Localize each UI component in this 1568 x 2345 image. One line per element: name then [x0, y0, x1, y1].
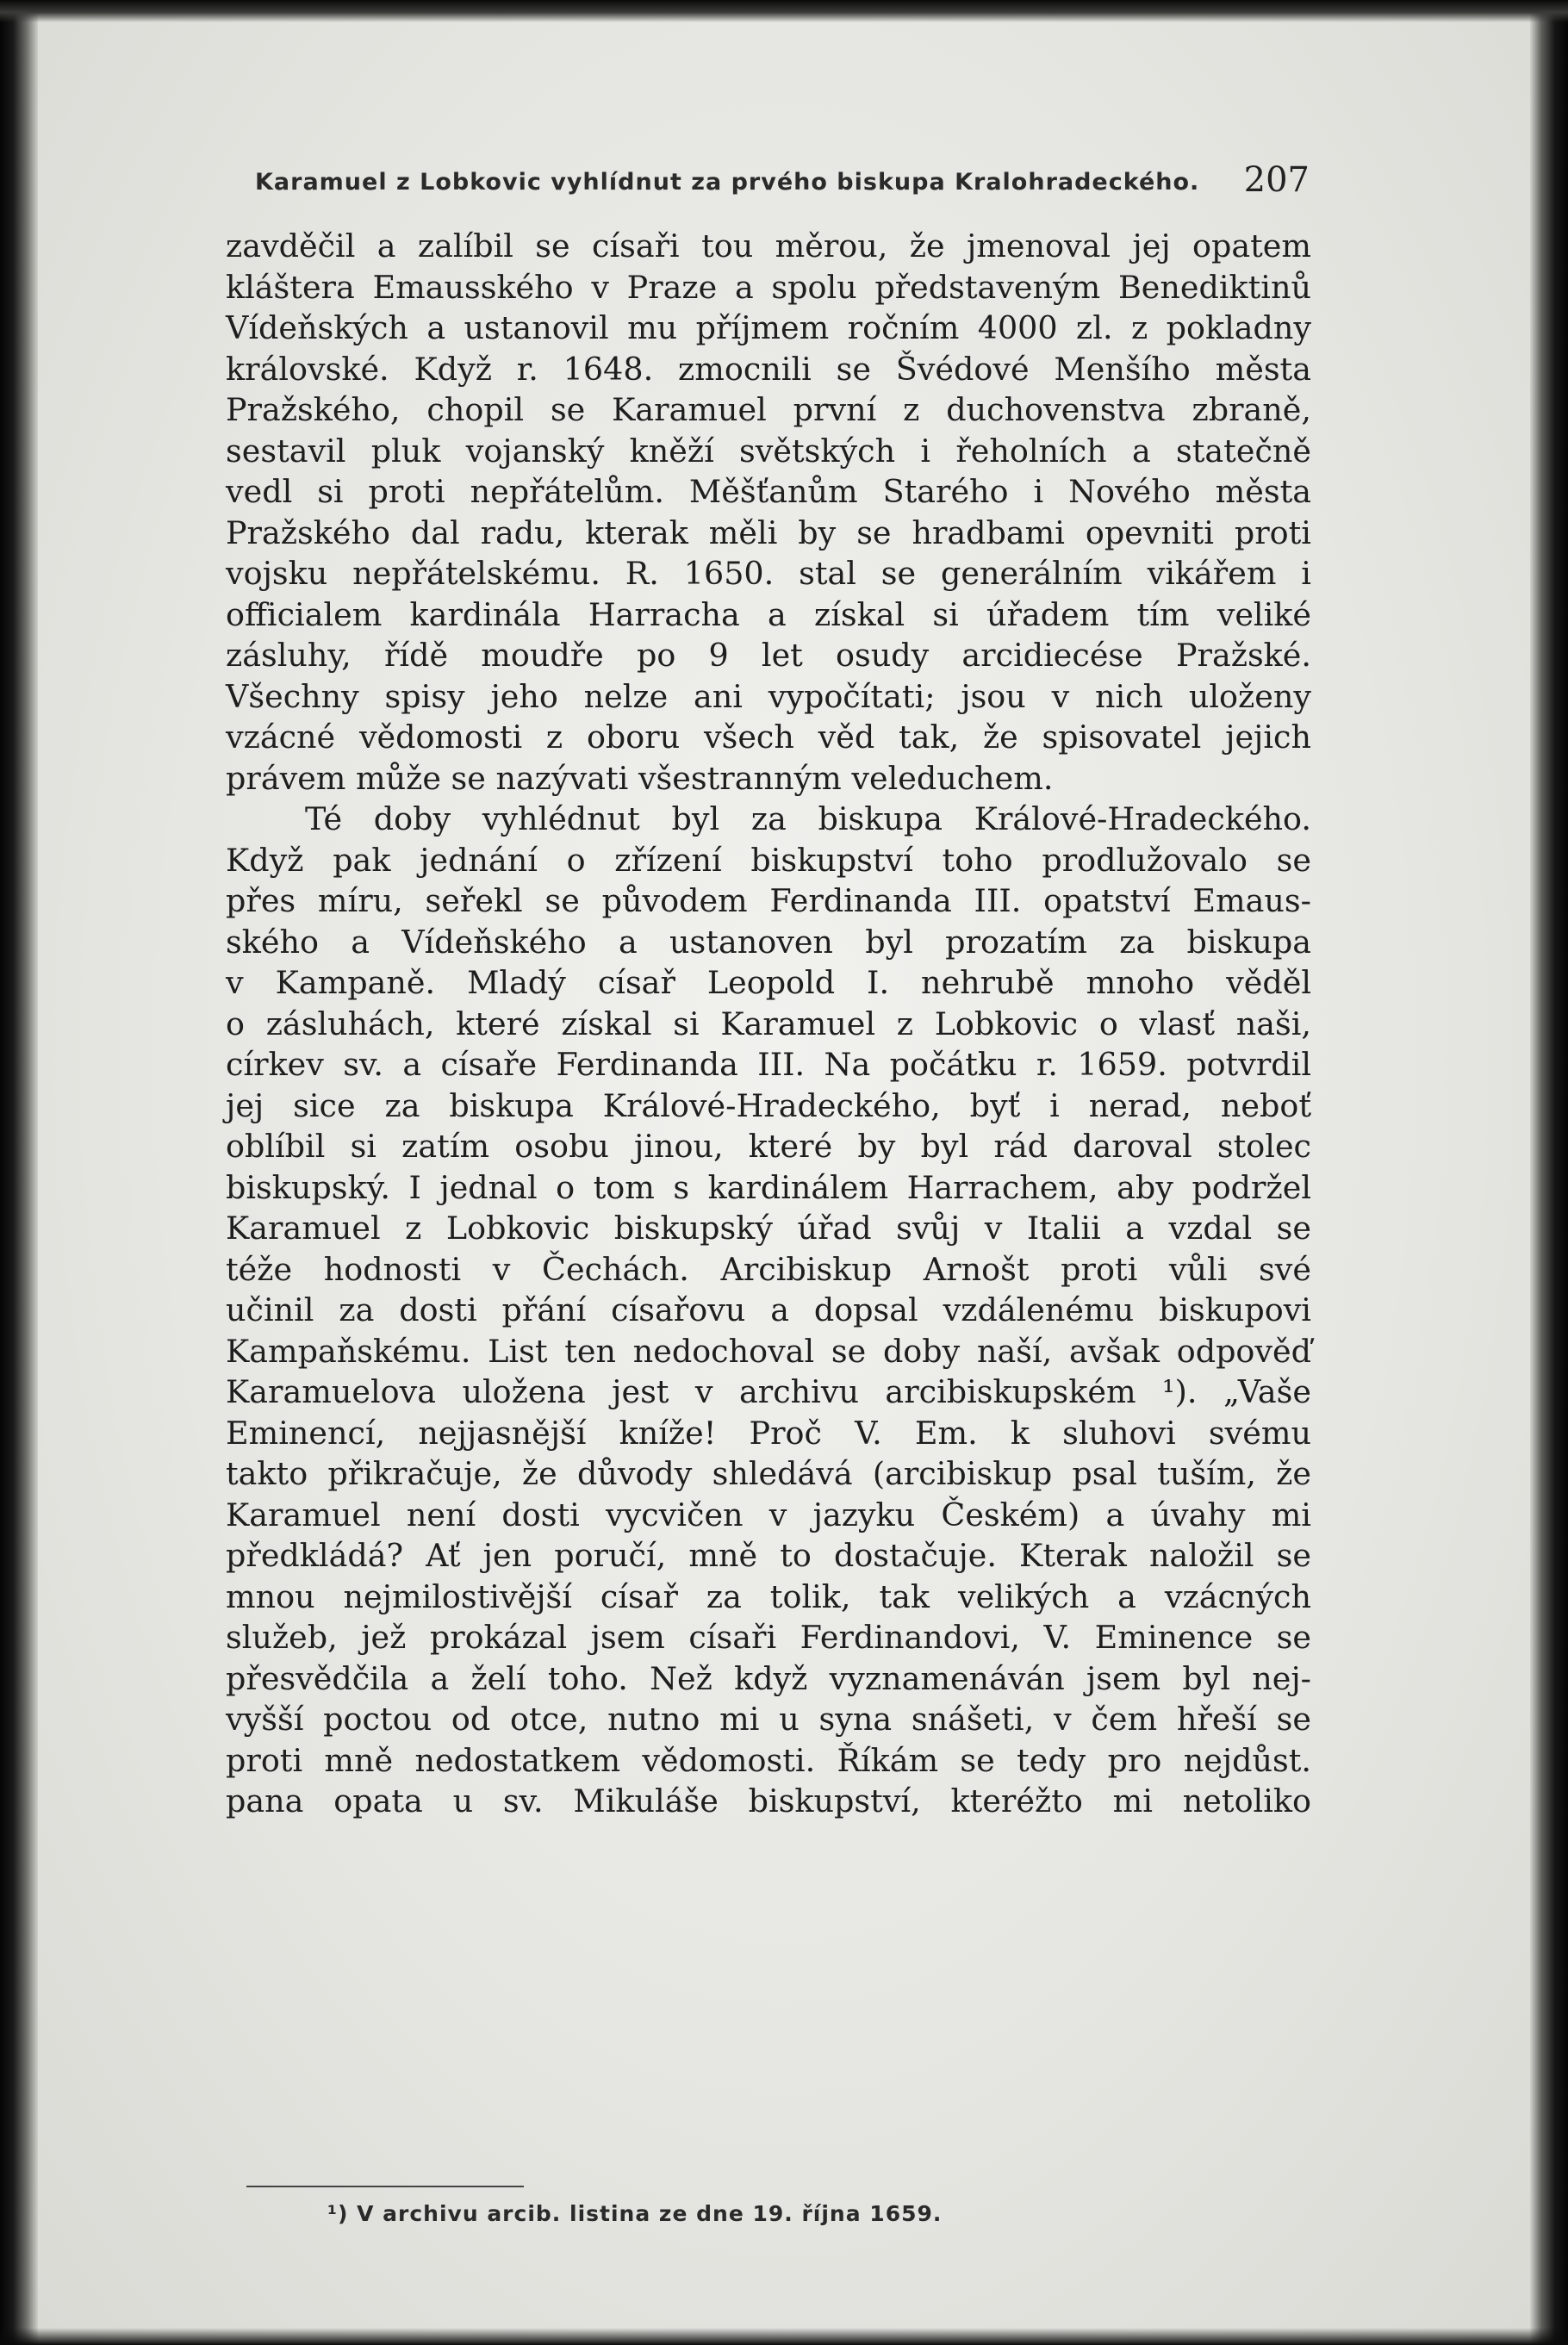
- text-line: mnou nejmilostivější císař za tolik, tak velikých a vzácných: [226, 1577, 1311, 1615]
- text-line: Karamuelova uložena jest v archivu arcibiskupském ¹). „Vaše: [226, 1373, 1311, 1410]
- text-line: zavděčil a zalíbil se císaři tou měrou, že jmenoval jej opatem: [226, 227, 1311, 264]
- text-line: Karamuel není dosti vycvičen v jazyku Českém) a úvahy mi: [226, 1496, 1311, 1533]
- text-line: Pražského dal radu, kterak měli by se hradbami opevniti proti: [226, 513, 1311, 551]
- running-head: [255, 160, 1310, 208]
- text-line: v Kampaně. Mladý císař Leopold I. nehrubě mnoho věděl: [226, 964, 1311, 1001]
- text-line: vojsku nepřátelskému. R. 1650. stal se generálním vikářem i: [226, 555, 1311, 592]
- text-line: biskupský. I jednal o tom s kardinálem Harrachem, aby podržel: [226, 1168, 1311, 1206]
- text-line: královské. Když r. 1648. zmocnili se Švédové Menšího města: [226, 350, 1311, 388]
- text-line: Eminencí, nejjasnější kníže! Proč V. Em. k sluhovi svému: [226, 1414, 1311, 1452]
- text-line: zásluhy, řídě moudře po 9 let osudy arcidiecése Pražské.: [226, 637, 1311, 674]
- text-line: pana opata u sv. Mikuláše biskupství, kteréžto mi netoliko: [226, 1782, 1311, 1819]
- text-line: téže hodnosti v Čechách. Arcibiskup Arnošt proti vůli své: [226, 1250, 1311, 1288]
- text-line: služeb, jež prokázal jsem císaři Ferdinandovi, V. Eminence se: [226, 1619, 1311, 1656]
- text-line: sestavil pluk vojanský kněží světských i řeholních a statečně: [226, 432, 1311, 470]
- scan-shadow-left: [0, 0, 38, 2345]
- text-line: vzácné vědomosti z oboru všech věd tak, že spisovatel jejich: [226, 718, 1311, 756]
- page-number: 207: [1243, 160, 1310, 200]
- paragraph-start-line: Té doby vyhlédnut byl za biskupa Králové-Hradeckého.: [305, 800, 1311, 837]
- text-line: Vídeňských a ustanovil mu příjmem ročním 4000 zl. z pokladny: [226, 309, 1311, 346]
- text-line: Karamuel z Lobkovic biskupský úřad svůj v Italii a vzdal se: [226, 1210, 1311, 1247]
- text-line: přes míru, seřekl se původem Ferdinanda III. opatství Emaus-: [226, 882, 1311, 919]
- text-line: officialem kardinála Harracha a získal si úřadem tím veliké: [226, 595, 1311, 633]
- text-line: takto přikračuje, že důvody shledává (arcibiskup psal tuším, že: [226, 1455, 1311, 1492]
- text-line: učinil za dosti přání císařovu a dopsal vzdálenému biskupovi: [226, 1291, 1311, 1328]
- text-line: přesvědčila a želí toho. Než když vyznamenáván jsem byl nej-: [226, 1659, 1311, 1697]
- text-line: jej sice za biskupa Králové-Hradeckého, byť i nerad, neboť: [226, 1086, 1311, 1124]
- text-line: Když pak jednání o zřízení biskupství toho prodlužovalo se: [226, 841, 1311, 879]
- text-line: předkládá? Ať jen poručí, mně to dostačuje. Kterak naložil se: [226, 1537, 1311, 1574]
- text-line: vedl si proti nepřátelům. Měšťanům Starého i Nového města: [226, 473, 1311, 510]
- scan-shadow-right: [1530, 0, 1568, 2345]
- text-line: církev sv. a císaře Ferdinanda III. Na počátku r. 1659. potvrdil: [226, 1046, 1311, 1083]
- text-line: proti mně nedostatkem vědomosti. Říkám se tedy pro nejdůst.: [226, 1741, 1311, 1779]
- scan-shadow-top: [0, 0, 1568, 22]
- running-title: Karamuel z Lobkovic vyhlídnut za prvého biskupa Kralohradeckého.: [255, 169, 1200, 196]
- body-text: [226, 226, 1311, 1822]
- text-line: o zásluhách, které získal si Karamuel z Lobkovic o vlasť naši,: [226, 1005, 1311, 1042]
- scan-shadow-bottom: [0, 2328, 1568, 2345]
- footnote-rule: [246, 2186, 524, 2187]
- text-line: kláštera Emausského v Praze a spolu představeným Benediktinů: [226, 268, 1311, 306]
- text-line: ského a Vídeňského a ustanoven byl prozatím za biskupa: [226, 923, 1311, 961]
- text-line: Všechny spisy jeho nelze ani vypočítati; jsou v nich uloženy: [226, 677, 1311, 715]
- text-line: oblíbil si zatím osobu jinou, které by byl rád daroval stolec: [226, 1128, 1311, 1165]
- text-line: vyšší poctou od otce, nutno mi u syna snášeti, v čem hřeší se: [226, 1701, 1311, 1738]
- text-line: Pražského, chopil se Karamuel první z duchovenstva zbraně,: [226, 391, 1311, 428]
- text-line: Kampaňskému. List ten nedochoval se doby naší, avšak odpověď: [226, 1332, 1311, 1370]
- footnote: ¹) V archivu arcib. listina ze dne 19. října 1659.: [327, 2201, 943, 2226]
- paragraph-end-line: právem může se nazývati všestranným veleduchem.: [226, 759, 1054, 797]
